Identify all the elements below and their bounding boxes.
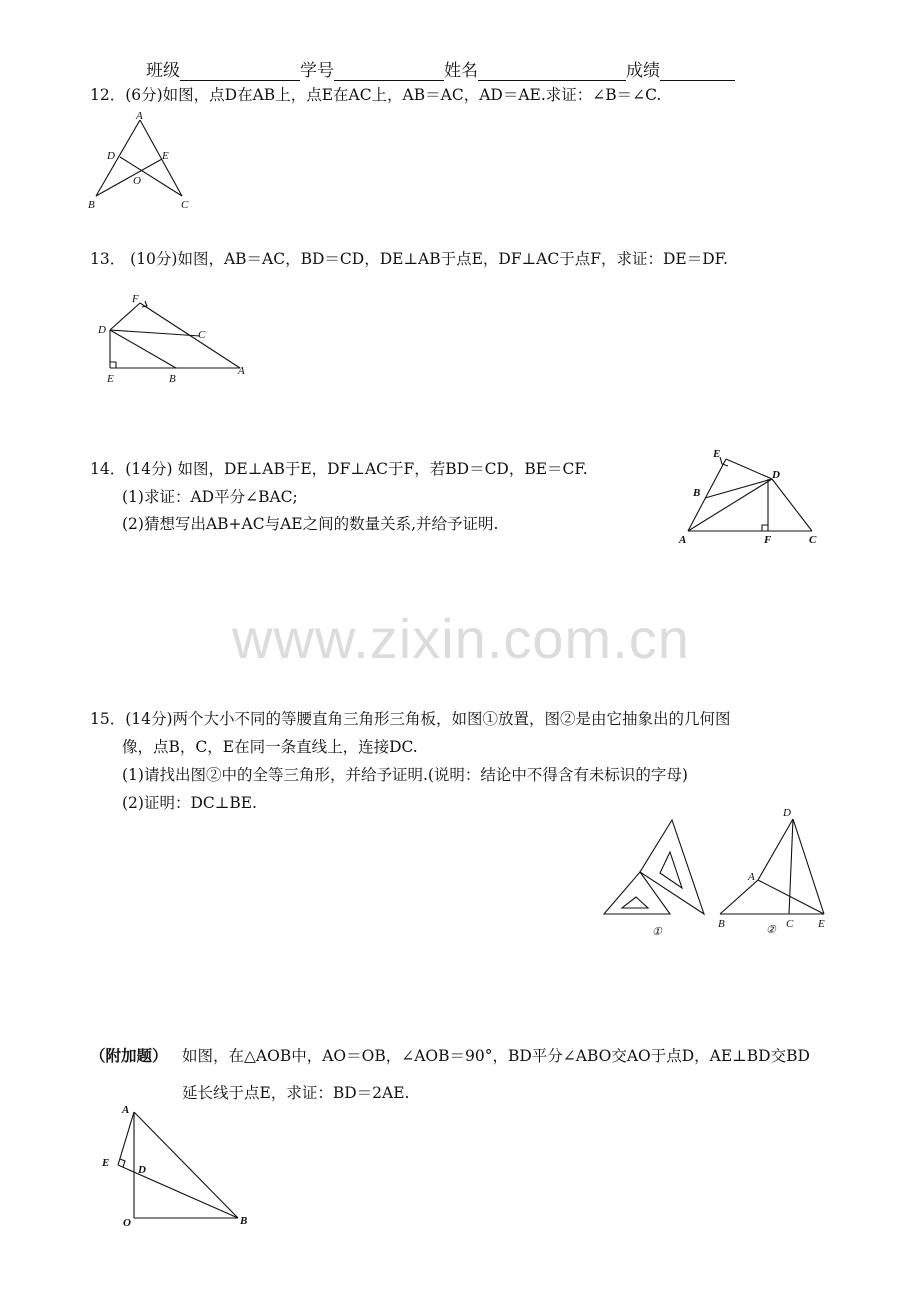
- q13-text: 13． (10分)如图，AB＝AC，BD＝CD，DE⊥AB于点E，DF⊥AC于点F，求证：DE＝DF.: [90, 250, 728, 268]
- q14-line3: (2)猜想写出AB+AC与AE之间的数量关系,并给予证明.: [122, 515, 499, 533]
- q14-label-e: E: [713, 448, 721, 460]
- bonus-label-d: D: [138, 1164, 146, 1176]
- q15-label-b: B: [718, 918, 725, 930]
- bonus-title: （附加题）: [90, 1046, 168, 1065]
- q15-label-a: A: [748, 871, 755, 883]
- q14-label-a: A: [679, 534, 687, 546]
- q13-label-f: F: [132, 293, 139, 305]
- watermark: www.zixin.com.cn: [232, 607, 690, 670]
- q13-label-d: D: [98, 324, 106, 336]
- name-blank[interactable]: [478, 62, 626, 81]
- q14-label-c: C: [809, 534, 817, 546]
- q15-line4: (2)证明：DC⊥BE.: [122, 794, 257, 812]
- q15-line3: (1)请找出图②中的全等三角形，并给予证明.(说明：结论中不得含有未标识的字母): [122, 766, 688, 784]
- q13-label-b: B: [169, 373, 176, 385]
- q13-figure: [90, 290, 255, 386]
- q12-label-a: A: [136, 110, 143, 122]
- q12-label-b: B: [88, 199, 95, 211]
- score-blank[interactable]: [660, 62, 735, 81]
- q13-label-a: A: [238, 365, 245, 377]
- q12-figure: [86, 110, 196, 214]
- q15-label-e: E: [818, 918, 825, 930]
- q14-figure: [672, 442, 832, 548]
- id-label: 学号: [300, 61, 334, 81]
- q15-fig1-caption: ①: [652, 926, 662, 938]
- q15-line1: 15．(14分)两个大小不同的等腰直角三角形三角板，如图①放置，图②是由它抽象出的几何图: [90, 710, 731, 728]
- q12-label-d: D: [107, 150, 115, 162]
- q15-line2: 像，点B，C，E在同一条直线上，连接DC.: [122, 738, 418, 756]
- bonus-figure: [96, 1098, 256, 1233]
- q15-figure-1: [600, 815, 712, 940]
- student-info-header: [146, 56, 735, 81]
- q13-label-c: C: [198, 329, 206, 341]
- class-label: 班级: [146, 61, 180, 81]
- q12-text: 12．(6分)如图，点D在AB上，点E在AC上，AB＝AC，AD＝AE.求证：∠B＝∠C.: [90, 86, 662, 104]
- id-blank[interactable]: [334, 62, 444, 81]
- q12-label-e: E: [162, 150, 169, 162]
- q15-fig2-caption: ②: [766, 924, 776, 935]
- bonus-line2: 延长线于点E，求证：BD＝2AE.: [182, 1084, 410, 1102]
- q15-figure-2: [712, 803, 832, 935]
- bonus-label-e: E: [102, 1157, 110, 1169]
- q14-label-f: F: [764, 534, 772, 546]
- q14-line2: (1)求证：AD平分∠BAC;: [122, 488, 298, 506]
- bonus-label-b: B: [240, 1215, 248, 1227]
- class-blank[interactable]: [180, 62, 300, 81]
- q14-label-b: B: [693, 487, 701, 499]
- bonus-line1: 如图，在△AOB中，AO＝OB，∠AOB＝90°，BD平分∠ABO交AO于点D，AE⊥BD交BD: [182, 1047, 810, 1065]
- q13-label-e: E: [107, 373, 114, 385]
- q12-label-o: O: [133, 175, 141, 187]
- q14-label-d: D: [772, 469, 780, 481]
- q12-label-c: C: [181, 199, 189, 211]
- q14-line1: 14．(14分) 如图，DE⊥AB于E，DF⊥AC于F，若BD＝CD，BE＝CF.: [90, 460, 588, 478]
- bonus-label-o: O: [123, 1217, 131, 1229]
- bonus-label-a: A: [122, 1104, 130, 1116]
- q15-label-d: D: [783, 807, 791, 819]
- q15-label-c: C: [786, 918, 794, 930]
- name-label: 姓名: [444, 61, 478, 81]
- score-label: 成绩: [626, 61, 660, 81]
